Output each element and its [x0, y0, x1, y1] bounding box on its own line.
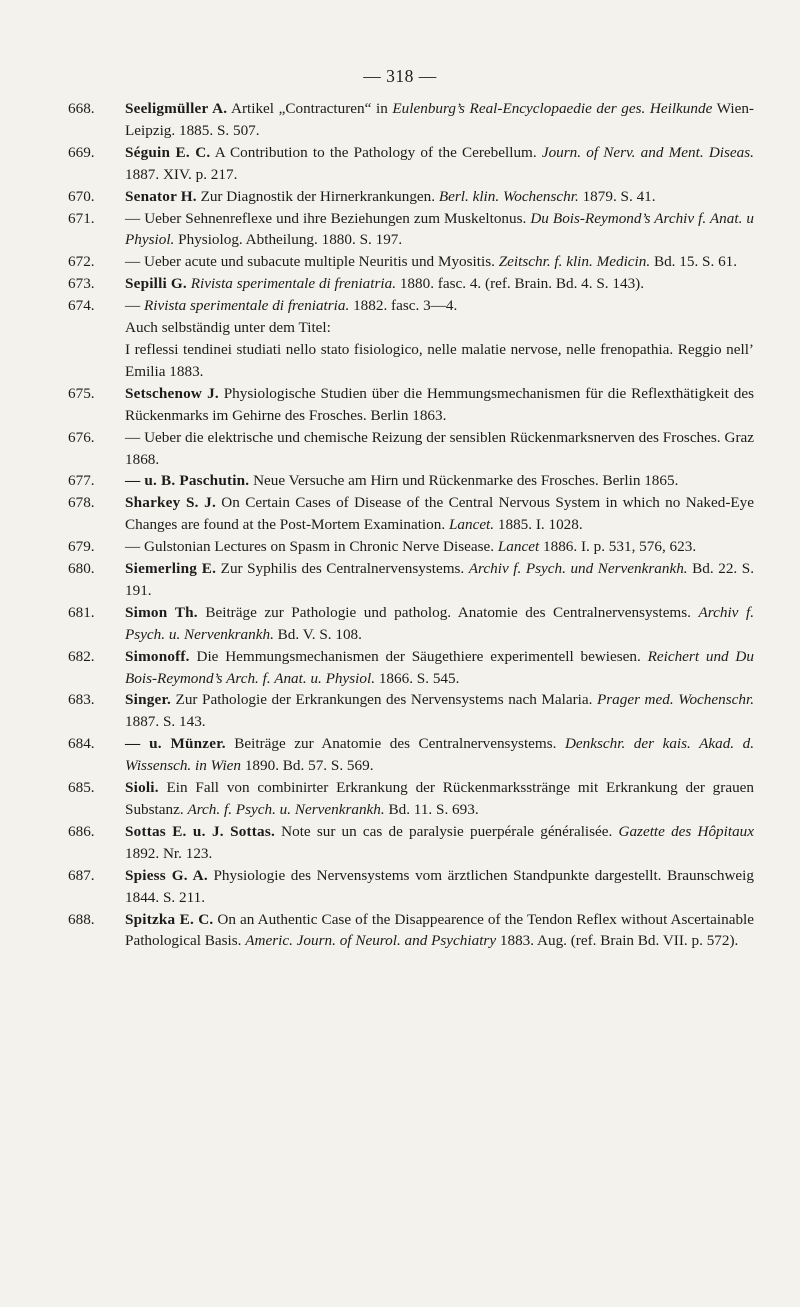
entry-text	[125, 472, 678, 489]
entry-source-title: Journ. of Nerv. and Ment. Diseas.	[541, 143, 754, 161]
entry-segment: Ein Fall von combinirter Erkrankung der Rückenmarksstränge mit Erkrankung der grauen Substanz.	[125, 779, 754, 818]
entry-author: Séguin E. C.	[125, 143, 211, 161]
entry-number: 674.	[68, 297, 95, 315]
entry-number: 685.	[68, 779, 95, 797]
entry-number: 688.	[68, 910, 95, 928]
entry-segment: Neue Versuche am Hirn und Rückenmarke des Frosches. Berlin 1865.	[249, 472, 679, 490]
bibliography-entry	[68, 98, 754, 142]
entry-segment: Physiolog. Abtheilung. 1880. S. 197.	[174, 231, 403, 249]
entry-segment: Physiologie des Nervensystems vom ärztlichen Standpunkte dargestellt. Braunschweig 1844. S. 211.	[125, 866, 754, 906]
entry-author: Simon Th.	[125, 603, 198, 621]
entry-segment: 1890. Bd. 57. S. 569.	[241, 757, 374, 775]
entry-segment: —	[125, 297, 144, 315]
entry-segment: A Contribution to the Pathology of the Cerebellum.	[210, 143, 542, 161]
entry-source-title: Prager med. Wochenschr.	[596, 691, 754, 709]
entry-segment: 1866. S. 545.	[375, 669, 460, 687]
entry-source-title: Lancet.	[448, 516, 495, 534]
entry-segment: 1887. S. 143.	[125, 713, 206, 731]
entry-source-title: Berl. klin. Wochenschr.	[438, 187, 579, 205]
entry-number: 675.	[68, 384, 95, 402]
entry-number: 670.	[68, 187, 95, 205]
entry-number: 677.	[68, 472, 95, 490]
entry-note: Auch selbständig unter dem Titel:	[125, 319, 331, 337]
entry-segment: Artikel „Contracturen“ in	[227, 100, 393, 117]
entry-source-title: Rivista sperimentale di freniatria.	[143, 297, 350, 315]
entry-number: 680.	[68, 560, 95, 578]
bibliography-entry	[68, 251, 754, 273]
bibliography-entry	[68, 909, 754, 953]
entry-number: 676.	[68, 428, 95, 446]
entry-text	[125, 779, 754, 818]
entry-author: — u. Münzer.	[125, 735, 226, 753]
entry-author: Siemerling E.	[125, 560, 217, 578]
entry-source-title: Americ. Journ. of Neurol. and Psychiatry	[245, 932, 497, 950]
entry-segment: 1882. fasc. 3—4.	[349, 297, 458, 315]
entry-text	[125, 100, 754, 139]
entry-number: 668.	[68, 100, 95, 117]
entry-note: I reflessi tendinei studiati nello stato fisiologico, nelle malatie nervose, nelle frenopathia. Reggio nell’ Emilia 1883.	[125, 340, 754, 380]
entry-text	[125, 275, 644, 292]
entry-source-title: Du Bois-Reymond’s Archiv f. Anat. u Physiol.	[125, 209, 754, 249]
bibliography-entry	[68, 689, 754, 733]
entry-segment: 1885. I. 1028.	[494, 516, 583, 534]
entry-segment: Zur Diagnostik der Hirnerkrankungen.	[196, 187, 439, 205]
entry-source-title: Gazette des Hôpitaux	[618, 822, 755, 840]
entry-text	[125, 648, 754, 687]
entry-text	[125, 911, 754, 950]
bibliography-list	[68, 98, 754, 952]
entry-author: Spiess G. A.	[125, 866, 208, 884]
bibliography-entry	[68, 427, 754, 471]
entry-segment: — Gulstonian Lectures on Spasm in Chronic Nerve Disease.	[125, 538, 498, 556]
entry-segment: Zur Syphilis des Centralnervensystems.	[216, 560, 469, 578]
page-number: — 318 —	[363, 66, 437, 86]
entry-number: 683.	[68, 691, 95, 709]
entry-source-title: Denkschr. der kais. Akad. d. Wissensch. in Wien	[125, 735, 755, 775]
entry-text	[125, 188, 656, 205]
entry-source-title: Reichert und Du Bois-Reymond’s Arch. f. Anat. u. Physiol.	[125, 647, 754, 687]
entry-author: Sioli.	[125, 779, 159, 797]
entry-source-title: Lancet	[497, 538, 540, 556]
entry-source-title: Rivista sperimentale di freniatria.	[190, 275, 397, 293]
entry-author: Singer.	[125, 691, 171, 709]
entry-source-title: Zeitschr. f. klin. Medicin.	[498, 253, 651, 271]
entry-text	[125, 253, 737, 270]
entry-segment: — Ueber acute und subacute multiple Neuritis und Myositis.	[125, 253, 499, 271]
entry-text	[125, 823, 754, 862]
entry-number: 672.	[68, 253, 95, 271]
entry-number: 687.	[68, 866, 95, 884]
entry-segment: 1879. S. 41.	[578, 187, 656, 205]
bibliography-entry	[68, 865, 754, 909]
bibliography-entry	[68, 821, 754, 865]
entry-text	[125, 735, 754, 774]
entry-text	[125, 297, 457, 314]
entry-number: 671.	[68, 209, 95, 227]
bibliography-entry	[68, 536, 754, 558]
entry-number: 678.	[68, 494, 95, 512]
entry-segment: 1880. fasc. 4. (ref. Brain. Bd. 4. S. 143).	[396, 275, 645, 293]
entry-segment: 1887. XIV. p. 217.	[125, 165, 238, 183]
entry-text	[125, 691, 754, 730]
entry-segment: Bd. 15. S. 61.	[650, 253, 738, 271]
entry-source-title: Eulenburg’s Real-Encyclopaedie der ges. Heilkunde	[392, 100, 713, 117]
entry-number: 669.	[68, 143, 95, 161]
bibliography-entry	[68, 208, 754, 252]
entry-text	[125, 604, 754, 643]
entry-segment: Beiträge zur Pathologie und patholog. Anatomie des Centralnervensystems.	[197, 603, 699, 621]
entry-segment: Die Hemmungsmechanismen der Säugethiere experimentell bewiesen.	[189, 647, 648, 665]
entry-text	[125, 538, 696, 555]
entry-source-title: Archiv f. Psych. und Nervenkrankh.	[468, 560, 688, 578]
entry-segment: — Ueber die elektrische und chemische Reizung der sensiblen Rückenmarksnerven des Frosches. Graz 1868.	[125, 428, 754, 468]
entry-segment: Wien-Leipzig. 1885. S. 507.	[125, 100, 754, 139]
entry-segment: Zur Pathologie der Erkrankungen des Nervensystems nach Malaria.	[171, 691, 597, 709]
entry-text	[125, 385, 754, 424]
bibliography-entry	[68, 142, 754, 186]
entry-source-title: Arch. f. Psych. u. Nervenkrankh.	[187, 801, 385, 818]
entry-author: — u. B. Paschutin.	[125, 472, 250, 490]
bibliography-entry	[68, 383, 754, 427]
entry-author: Senator H.	[125, 187, 197, 205]
bibliography-entry	[68, 295, 754, 383]
entry-segment: On Certain Cases of Disease of the Central Nervous System in which no Naked-Eye Changes are found at the Post-Mortem Examination.	[125, 494, 754, 534]
bibliography-entry	[68, 558, 754, 602]
entry-text	[125, 144, 754, 183]
entry-number: 679.	[68, 538, 95, 556]
entry-author: Sottas E. u. J. Sottas.	[125, 822, 275, 840]
bibliography-entry	[68, 646, 754, 690]
entry-text	[125, 429, 754, 468]
entry-author: Seeligmüller A.	[125, 100, 228, 117]
entry-segment: Bd. 11. S. 693.	[384, 801, 479, 818]
entry-segment: Physiologische Studien über die Hemmungsmechanismen für die Reflexthätigkeit des Rückenmarks im Gehirne des Frosches. Berlin 1863.	[125, 384, 754, 424]
entry-number: 686.	[68, 822, 95, 840]
entry-author: Spitzka E. C.	[125, 910, 214, 928]
entry-segment: Bd. 22. S. 191.	[125, 560, 755, 599]
entry-segment: Bd. V. S. 108.	[273, 625, 362, 643]
bibliography-entry	[68, 777, 754, 821]
entry-segment: 1883. Aug. (ref. Brain Bd. VII. p. 572).	[496, 932, 739, 950]
entry-number: 673.	[68, 275, 95, 293]
entry-number: 682.	[68, 647, 95, 665]
bibliography-entry	[68, 602, 754, 646]
entry-segment: Beiträge zur Anatomie des Centralnervensystems.	[225, 735, 565, 753]
entry-segment: On an Authentic Case of the Disappearence of the Tendon Reflex without Ascertainable Pathological Basis.	[125, 910, 755, 950]
entry-text	[125, 560, 754, 599]
bibliography-entry	[68, 186, 754, 208]
bibliography-entry	[68, 273, 754, 295]
entry-text	[125, 494, 754, 533]
entry-author: Sepilli G.	[125, 275, 187, 293]
bibliography-entry	[68, 470, 754, 492]
entry-segment: — Ueber Sehnenreflexe und ihre Beziehungen zum Muskeltonus.	[125, 209, 531, 227]
entry-author: Sharkey S. J.	[125, 494, 216, 512]
entry-text	[125, 867, 754, 906]
entry-author: Simonoff.	[125, 647, 190, 665]
entry-source-title: Archiv f. Psych. u. Nervenkrankh.	[125, 603, 754, 643]
entry-text	[125, 210, 754, 249]
entry-author: Setschenow J.	[125, 384, 219, 402]
entry-number: 684.	[68, 735, 95, 753]
entry-segment: 1886. I. p. 531, 576, 623.	[539, 538, 697, 556]
bibliography-entry	[68, 492, 754, 536]
bibliography-entry	[68, 733, 754, 777]
entry-number: 681.	[68, 603, 95, 621]
entry-segment: Note sur un cas de paralysie puerpérale généralisée.	[274, 822, 619, 840]
entry-segment: 1892. Nr. 123.	[125, 844, 213, 862]
